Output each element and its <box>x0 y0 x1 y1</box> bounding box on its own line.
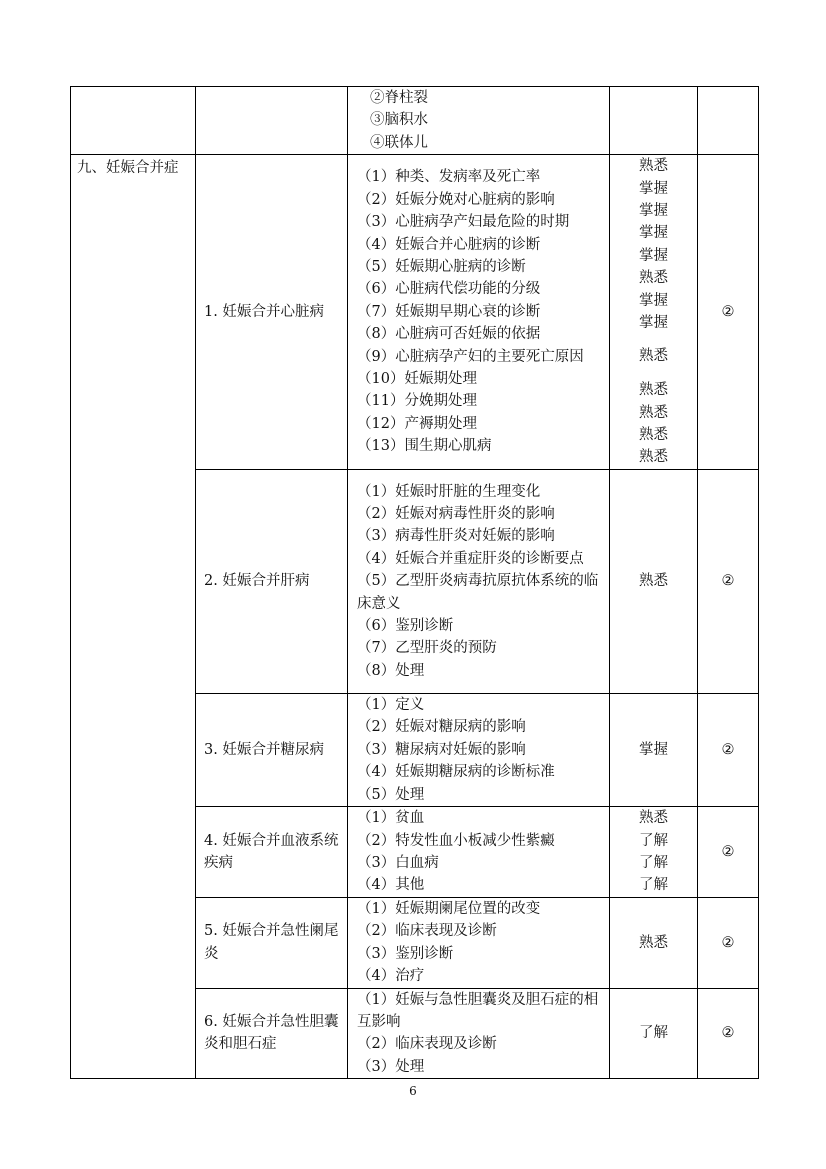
content-item: （1）妊娠与急性胆囊炎及胆石症的相互影响 <box>357 991 599 1030</box>
topic-cell: 2. 妊娠合并肝病 <box>196 469 348 693</box>
exam-mark: ② <box>698 897 759 988</box>
level-value: 了解 <box>639 832 668 849</box>
level-value: 掌握 <box>639 225 668 242</box>
content-cell <box>348 897 610 988</box>
content-item: （5）乙型肝炎病毒抗原抗体系统的临床意义 <box>357 573 599 612</box>
content-cell <box>348 469 610 693</box>
empty-cell <box>71 87 196 155</box>
level-value: 熟悉 <box>639 810 668 827</box>
content-item: （6）心脏病代偿功能的分级 <box>357 281 541 298</box>
level-value: 熟悉 <box>639 270 668 287</box>
content-item: （2）临床表现及诊断 <box>357 923 497 940</box>
content-item: （11）分娩期处理 <box>357 393 477 410</box>
content-item: （3）处理 <box>357 1058 425 1075</box>
level-value: 掌握 <box>639 247 668 264</box>
level-value: 了解 <box>639 854 668 871</box>
exam-mark: ② <box>698 988 759 1079</box>
level-value: 熟悉 <box>639 348 668 365</box>
content-item: （8）处理 <box>357 662 425 679</box>
continuation-row <box>71 87 759 155</box>
topic-cell: 5. 妊娠合并急性阑尾炎 <box>196 897 348 988</box>
topic-cell: 3. 妊娠合并糖尿病 <box>196 693 348 806</box>
content-item: （4）治疗 <box>357 968 425 985</box>
level-cell: 熟悉 <box>610 897 698 988</box>
level-cell: 熟悉 <box>610 469 698 693</box>
level-value: 熟悉 <box>639 158 668 175</box>
topic-cell: 1. 妊娠合并心脏病 <box>196 155 348 470</box>
level-value: 熟悉 <box>639 449 668 466</box>
level-value: 掌握 <box>639 203 668 220</box>
content-item: （7）乙型肝炎的预防 <box>357 640 497 657</box>
syllabus-table <box>70 86 759 1079</box>
content-item: （12）产褥期处理 <box>357 415 477 432</box>
empty-cell <box>698 87 759 155</box>
content-item: （1）贫血 <box>357 810 425 827</box>
content-item: （5）处理 <box>357 786 425 803</box>
content-item: （3）糖尿病对妊娠的影响 <box>357 741 526 758</box>
content-item: （1）定义 <box>357 696 425 713</box>
content-item: （4）妊娠合并重症肝炎的诊断要点 <box>357 550 584 567</box>
level-value: 掌握 <box>639 180 668 197</box>
content-item: （6）鉴别诊断 <box>357 618 454 634</box>
content-item: ④联体儿 <box>370 134 428 151</box>
table-row <box>71 155 759 470</box>
content-item: （1）妊娠期阑尾位置的改变 <box>357 900 541 917</box>
level-value: 掌握 <box>639 315 668 332</box>
level-value: 熟悉 <box>639 404 668 421</box>
level-value: 熟悉 <box>639 382 668 399</box>
content-item: （4）妊娠合并心脏病的诊断 <box>357 236 541 253</box>
level-value: 了解 <box>639 877 668 894</box>
content-item: （2）妊娠对病毒性肝炎的影响 <box>357 505 555 522</box>
exam-mark: ② <box>698 155 759 470</box>
content-item: （8）心脏病可否妊娠的依据 <box>357 326 541 343</box>
content-cell <box>348 806 610 897</box>
content-item: （1）妊娠时肝脏的生理变化 <box>357 483 541 500</box>
exam-mark: ② <box>698 806 759 897</box>
level-cell: 了解 <box>610 988 698 1079</box>
level-cell: 掌握 <box>610 693 698 806</box>
content-item: （2）特发性血小板减少性紫癜 <box>357 832 555 849</box>
content-item: （10）妊娠期处理 <box>357 371 477 388</box>
topic-cell: 4. 妊娠合并血液系统疾病 <box>196 806 348 897</box>
content-item: （3）鉴别诊断 <box>357 945 454 962</box>
content-cell <box>348 155 610 470</box>
exam-mark: ② <box>698 469 759 693</box>
content-item: （2）妊娠对糖尿病的影响 <box>357 719 526 736</box>
level-value: 掌握 <box>639 292 668 309</box>
content-item: ③脑积水 <box>370 112 428 129</box>
empty-cell <box>610 87 698 155</box>
exam-mark: ② <box>698 693 759 806</box>
content-item: （13）围生期心肌病 <box>357 438 492 455</box>
content-item: （3）病毒性肝炎对妊娠的影响 <box>357 528 555 545</box>
content-cell <box>348 693 610 806</box>
unit-title: 九、妊娠合并症 <box>71 155 196 1079</box>
level-value: 熟悉 <box>639 427 668 444</box>
content-cell <box>348 87 610 155</box>
level-cell <box>610 155 698 470</box>
content-item: （4）妊娠期糖尿病的诊断标准 <box>357 764 555 781</box>
level-cell <box>610 806 698 897</box>
content-item: （4）其他 <box>357 877 425 894</box>
content-item: （9）心脏病孕产妇的主要死亡原因 <box>357 348 584 365</box>
content-item: （3）心脏病孕产妇最危险的时期 <box>357 214 570 231</box>
empty-cell <box>196 87 348 155</box>
content-item: （2）妊娠分娩对心脏病的影响 <box>357 191 555 208</box>
content-item: ②脊柱裂 <box>370 90 428 106</box>
content-item: （1）种类、发病率及死亡率 <box>357 169 541 186</box>
page-number: 6 <box>409 1084 417 1098</box>
content-item: （5）妊娠期心脏病的诊断 <box>357 259 526 276</box>
topic-cell: 6. 妊娠合并急性胆囊炎和胆石症 <box>196 988 348 1079</box>
content-cell <box>348 988 610 1079</box>
content-item: （3）白血病 <box>357 854 439 871</box>
content-item: （2）临床表现及诊断 <box>357 1036 497 1053</box>
content-item: （7）妊娠期早期心衰的诊断 <box>357 303 541 320</box>
